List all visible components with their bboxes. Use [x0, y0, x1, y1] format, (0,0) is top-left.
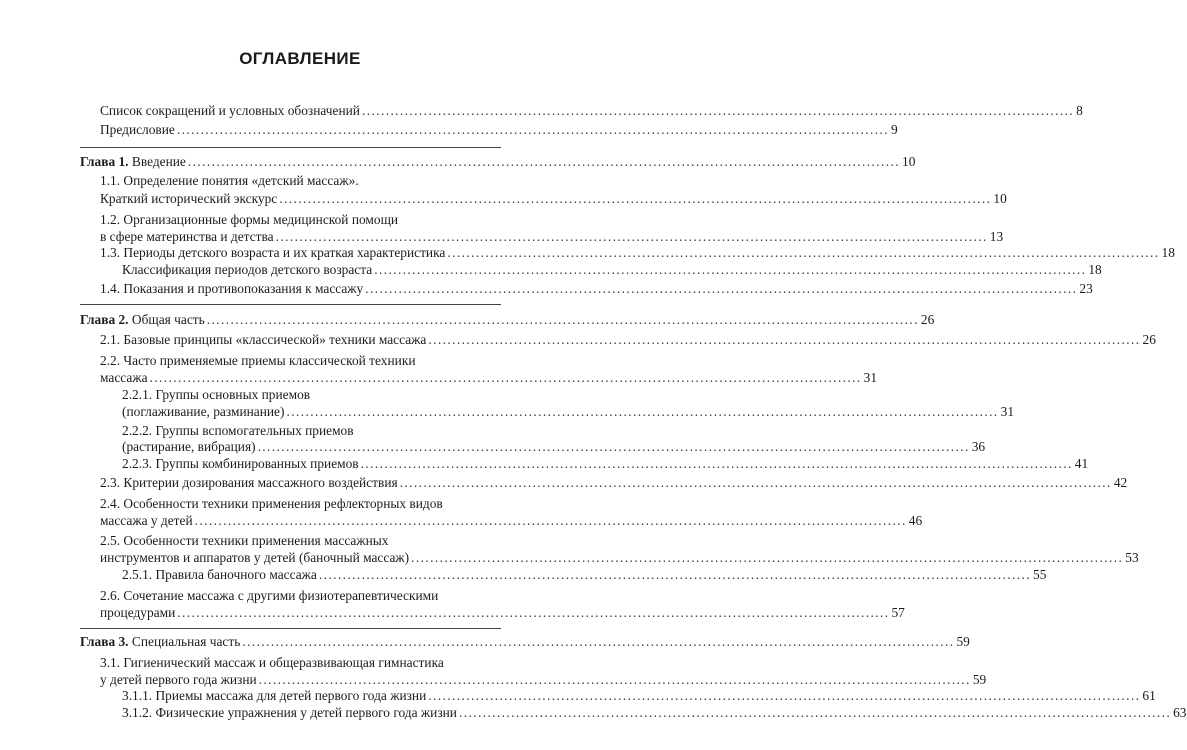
toc-entry-title: 2.1. Базовые принципы «классической» техники массажа: [100, 332, 427, 347]
page-number: 55: [1033, 567, 1047, 582]
toc-entry-title: 1.1. Определение понятия «детский массаж».: [100, 173, 359, 188]
dot-leader: ......................................................................................................................................................: [149, 370, 862, 385]
page-number: 36: [971, 439, 986, 454]
toc-entry-1-3-classification[interactable]: [122, 260, 1102, 280]
dot-leader: ......................................................................................................................................................: [318, 567, 1031, 582]
section-divider: [80, 304, 501, 305]
page-number: 53: [1125, 550, 1139, 565]
dot-leader: ......................................................................................................................................................: [365, 281, 1078, 296]
dot-leader: ......................................................................................................................................................: [258, 672, 971, 687]
toc-entry-title: 2.5. Особенности техники применения массажных: [100, 533, 389, 548]
section-divider: [80, 147, 501, 148]
chapter-label: Глава 1.: [80, 154, 129, 169]
toc-entry-1-1[interactable]: [100, 189, 1007, 209]
toc-entry-2-2-1[interactable]: [122, 402, 1015, 422]
dot-leader: ......................................................................................................................................................: [447, 245, 1160, 260]
toc-entry-title: 2.3. Критерии дозирования массажного воздействия: [100, 475, 398, 490]
page-number: 63: [1173, 705, 1187, 720]
toc-chapter-2[interactable]: [80, 310, 935, 330]
toc-entry-title: инструментов и аппаратов у детей (баночный массаж): [100, 550, 410, 565]
toc-entry-title: 2.2. Часто применяемые приемы классической техники: [100, 353, 416, 368]
dot-leader: ......................................................................................................................................................: [177, 605, 890, 620]
dot-leader: ......................................................................................................................................................: [257, 439, 970, 454]
toc-entry-title: массажа у детей: [100, 513, 193, 528]
toc-entry-title: 1.4. Показания и противопоказания к массажу: [100, 281, 364, 296]
dot-leader: ......................................................................................................................................................: [458, 705, 1172, 720]
toc-entry-title: [80, 310, 205, 330]
chapter-title: Специальная часть: [131, 634, 241, 649]
page-number: 42: [1113, 475, 1128, 490]
page-number: 31: [1000, 404, 1015, 419]
toc-entry-abbreviations[interactable]: [100, 101, 1083, 121]
toc-entry-title: 1.2. Организационные формы медицинской помощи: [100, 212, 399, 227]
toc-entry-2-4[interactable]: [100, 511, 923, 531]
dot-leader: ......................................................................................................................................................: [428, 332, 1141, 347]
toc-entry-title: 3.1.2. Физические упражнения у детей первого года жизни: [122, 705, 457, 720]
toc-entry-title: [80, 632, 240, 652]
chapter-label: Глава 3.: [80, 634, 129, 649]
page-number: 41: [1074, 456, 1089, 471]
toc-chapter-3[interactable]: [80, 632, 970, 652]
page-number: 18: [1088, 262, 1102, 277]
toc-entry-title: процедурами: [100, 605, 176, 620]
toc-entry-title: 3.1.1. Приемы массажа для детей первого года жизни: [122, 688, 427, 703]
toc-entry-3-1-2[interactable]: [122, 703, 1187, 723]
toc-entry-title: 2.5.1. Правила баночного массажа: [122, 567, 317, 582]
toc-entry-title: Краткий исторический экскурс: [100, 191, 278, 206]
toc-entry-title: Классификация периодов детского возраста: [122, 262, 373, 277]
toc-entry-title: 2.2.2. Группы вспомогательных приемов: [122, 423, 354, 438]
page-number: 23: [1079, 281, 1093, 296]
toc-entry-title: 2.2.1. Группы основных приемов: [122, 387, 311, 402]
toc-entry-2-6[interactable]: [100, 603, 905, 623]
dot-leader: ......................................................................................................................................................: [286, 404, 999, 419]
dot-leader: ......................................................................................................................................................: [360, 456, 1073, 471]
page-number: 59: [972, 672, 987, 687]
page-number: 59: [956, 634, 970, 649]
dot-leader: ......................................................................................................................................................: [411, 550, 1124, 565]
page-number: 8: [1076, 103, 1083, 118]
dot-leader: ......................................................................................................................................................: [374, 262, 1087, 277]
toc-entry-preface[interactable]: [100, 120, 898, 140]
dot-leader: ......................................................................................................................................................: [399, 475, 1112, 490]
chapter-label: Глава 2.: [80, 312, 129, 327]
toc-entry-title: 3.1. Гигиенический массаж и общеразвивающая гимнастика: [100, 655, 444, 670]
page-number: 18: [1161, 245, 1175, 260]
toc-entry-title: Список сокращений и условных обозначений: [100, 103, 360, 118]
page-title: ОГЛАВЛЕНИЕ: [239, 49, 361, 68]
section-divider: [80, 628, 501, 629]
toc-entry-1-4[interactable]: [100, 279, 1093, 299]
dot-leader: ......................................................................................................................................................: [242, 634, 955, 649]
toc-entry-2-1[interactable]: [100, 330, 1156, 350]
chapter-title: Общая часть: [131, 312, 205, 327]
toc-entry-title: в сфере материнства и детства: [100, 229, 274, 244]
dot-leader: ......................................................................................................................................................: [279, 191, 992, 206]
page-number: 10: [993, 191, 1007, 206]
chapter-title: Введение: [131, 154, 186, 169]
page-number: 26: [1142, 332, 1156, 347]
page-number: 26: [920, 312, 935, 327]
toc-entry-title: 2.4. Особенности техники применения рефлекторных видов: [100, 496, 443, 511]
page-number: 61: [1142, 688, 1156, 703]
dot-leader: ......................................................................................................................................................: [361, 103, 1075, 118]
toc-entry-title: (растирание, вибрация): [122, 439, 256, 454]
dot-leader: ......................................................................................................................................................: [206, 312, 919, 327]
toc-entry-title: [80, 152, 186, 172]
page-number: 10: [902, 154, 916, 169]
toc-entry-title: (поглаживание, разминание): [122, 404, 285, 419]
toc-entry-title: массажа: [100, 370, 148, 385]
dot-leader: ......................................................................................................................................................: [194, 513, 907, 528]
toc-chapter-1[interactable]: [80, 152, 916, 172]
toc-entry-2-5-1[interactable]: [122, 565, 1047, 585]
dot-leader: ......................................................................................................................................................: [275, 229, 988, 244]
dot-leader: ......................................................................................................................................................: [176, 122, 890, 137]
dot-leader: ......................................................................................................................................................: [428, 688, 1141, 703]
toc-entry-title: 1.3. Периоды детского возраста и их краткая характеристика: [100, 245, 446, 260]
page-number: 31: [863, 370, 878, 385]
toc-entry-title: 2.6. Сочетание массажа с другими физиотерапевтическими: [100, 588, 439, 603]
toc-entry-title: 2.2.3. Группы комбинированных приемов: [122, 456, 359, 471]
toc-entry-2-2-3[interactable]: [122, 454, 1089, 474]
page-number: 9: [891, 122, 898, 137]
dot-leader: ......................................................................................................................................................: [187, 154, 901, 169]
toc-entry-2-3[interactable]: [100, 473, 1128, 493]
page-number: 57: [891, 605, 905, 620]
page-number: 13: [989, 229, 1004, 244]
page-number: 46: [908, 513, 923, 528]
toc-entry-title: Предисловие: [100, 122, 175, 137]
toc-entry-1-1-line1[interactable]: [100, 171, 501, 191]
toc-entry-title: у детей первого года жизни: [100, 672, 257, 687]
